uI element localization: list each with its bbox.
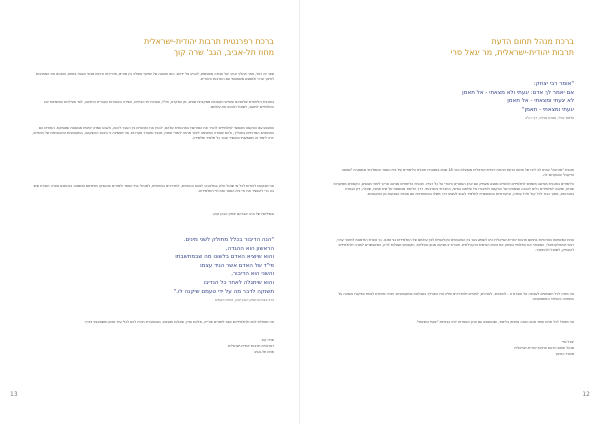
left-paragraph-2: בתוכנית הלימודים שלפניכם שזורים טקסטים ממקורות שונים, מן המקרא, חז"ל, ספרות ימי הביניים, השירה והספרות העברית החדשה, לצד פעילויות המזמינות את התלמידים לחשוב, לשאול ולבטא את עולמם. — [44, 100, 274, 109]
quote-source: הרב אברהם יצחק הכהן קוק, אורות הקודש — [215, 298, 274, 303]
left-closing-paragraph: אני מאחלת לכם ולתלמידיכם שנת לימודים פורייה, מלאת עניין, שאלות ותובנות, ושהחוברת תהיה לכם לכלי עזר נאמן ומשמעותי בדרך. — [83, 320, 274, 324]
right-page-quote — [404, 80, 574, 121]
right-paragraph-3: אחת המשימות המרכזיות בתחום תרבות יהודית-ישראלית היא לשמש גשר בין הטקסטים הקלאסיים לבין עולמם של התלמידים בני זמננו. כך נוצרת הזדמנות לחיבור ערכי, רגשי ואינטלקטואלי, המעשיר את התלמיד ומחזק את זהותו האישית והקהילתית. חוברת זו מציעה מגוון פעילויות, טקסטים ושאלות לדיון, המאפשרים למורה ולתלמידים להעמיק, לשאול ולהתחבר. — [336, 238, 574, 252]
quote-line: אם יאמר לך אדם: יגעתי ולא מצאתי - אל תאמן — [462, 89, 574, 96]
right-page-title: ברכת מנהל תחום הדעת — [491, 37, 574, 46]
page-number-left: 13 — [10, 391, 18, 398]
right-paragraph-1: תוכנית "מורשה" שהיא לב ליבו של תחום הדעת תרבות יהודית-ישראלית מופעלת כבר 18 שנים במסגרת תוכנית הלימודים של בית הספר הממלכתי ובמסגרת "שמונה הדקות" שהוקדשו לה. — [341, 168, 574, 177]
quote-source: תלמוד בבלי, מסכת מגילה, דף ו ע"ב — [524, 116, 574, 121]
quote-line: והוא שיוציא האדם בלשונו מה שבמחשבתו — [175, 254, 274, 261]
quote-line: יגעתי ומצאתי - תאמן" — [522, 106, 574, 113]
right-paragraph-2: הלימודים בתוכנית מורשה מזמנים לתלמידים ולמורים מפגש מעמיק עם ארון הספרים היהודי על כל רבדיו. תוכנית הלימודים מציעה פרקי לימוד מגוונים, טקסטים ממקורות שונים, ומקנה לתלמידים כלים להבנה עצמאית של הטקסט ולחיבורו אל עולמם האישי, החברתי והתרבותי. דרך הלימוד מבוססת על שיח פתוח, שאלה, דיון ועבודה בחברותא, מתוך כבוד לכל קול ולכל עמדה, וביקורתיות המאפשרת לתלמיד לגבש לעצמו דרך משלו בהתמודדות עם סוגיות הנובעות מן הטקסטים. — [333, 182, 574, 196]
quote-line: והוא שיתגלה לאחר כל הנדיבו — [203, 279, 274, 286]
right-paragraph-4: אני מודה לכל השותפים לעבודה על חוברת זו - לכותבים, לעורכים, למורים ולמדריכים שליוו את התהליך בסבלנות ובמקצועיות. תודה מיוחדת לצוות הפיקוח והמטה על התמיכה והעידוד המתמשכים. — [338, 292, 574, 301]
signature-role: מנהל תחום הדעת תרבות יהודית-ישראלית — [514, 345, 574, 350]
quote-line: והשני הוא הדיבור, — [231, 271, 274, 278]
signature-org: מחוז תל-אביב — [253, 349, 274, 354]
signature-name: שרה קוך — [261, 338, 274, 342]
right-paragraph-5: אני מאחל לכל אחת ואחד מכם הנאה וסיפוק בלימוד, ושהמפגש עם ארון הספרים יהיה בבחינת "יגעתי ומצאתי". — [415, 320, 574, 324]
right-page — [300, 0, 600, 424]
quote-line: "הנה הדיבור בכלל מחולק לשני מינים. — [183, 237, 274, 243]
quote-line: תשוקה לדבר מה על ידי טעמם שיקנה לו." — [173, 288, 274, 295]
right-signature — [514, 340, 574, 357]
quote-line: הראשון הוא ההגדה, — [225, 245, 274, 252]
quote-line: "אומר רבי יצחק: — [533, 81, 574, 87]
left-signature — [228, 338, 274, 355]
left-paragraph-5: ובמילותיו של הרב אברהם יצחק הכהן קוק: — [212, 212, 274, 216]
left-page-subtitle: מחוז תל-אביב, הגב' שרה קוך — [173, 48, 274, 57]
signature-role: רפרנטית תרבות יהודית-ישראלית — [227, 343, 274, 348]
signature-org: משרד החינוך — [555, 351, 574, 356]
left-paragraph-3: המפגש עם הטקסט מאפשר לתלמידים להכיר את המורשת התרבותית שלהם, להבין את הקשרים בין העבר להווה, ולגבש עמדה אישית מבוססת ומנומקת. המורים הם המתווכים המרכזיים בתהליך, ולהם שמורה המשימה ליצור מרחב לימודי פתוח, מכבד ומעורר סקרנות. אני מאמינה כי בזכות ההשקעה, המקצועיות והאכפתיות של המורים, יהיה לימוד זה משמעותי ומעשיר עבור כל תלמיד ותלמידה. — [32, 126, 274, 140]
left-page-title: ברכת רפרנטית תרבות יהודית-ישראלית — [144, 37, 274, 46]
page-number-right: 12 — [582, 391, 590, 398]
right-page-subtitle: תרבות יהודית-ישראלית, מר יגאל סרי — [450, 48, 574, 57]
left-paragraph-4: אני מבקשת להודות לכל מי שנטל חלק במלאכה: לצוות הכותבים, למדריכים המחוזיים, למנהלי בתי הספר ולמורים שהעניקו מניסיונם ומזמנם. בזכותכם נוצרה חוברת שיש בה כדי להעשיר את חיי בית הספר ואת חיי התלמידים. — [33, 184, 274, 193]
quote-line: פי"ד של האדם אשר הגיד עצמו — [200, 262, 274, 269]
left-paragraph-1: ספר זה ראוי, אחר תהליך ארוך של עבודה משותפת, להגיע אל ידיכם. הוא תוצאה של שיתוף פעולה בין מורים, מדריכים ורכזים מבתי הספר במחוז, ומבטא את המחויבות לחינוך ערכי ולמפגש משמעותי עם התרבות היהודית. — [35, 72, 274, 81]
quote-line: לא יגעתי ומצאתי - אל תאמן — [507, 98, 574, 105]
left-page-quote — [104, 236, 274, 303]
signature-name: יגאל סרי — [561, 340, 574, 344]
